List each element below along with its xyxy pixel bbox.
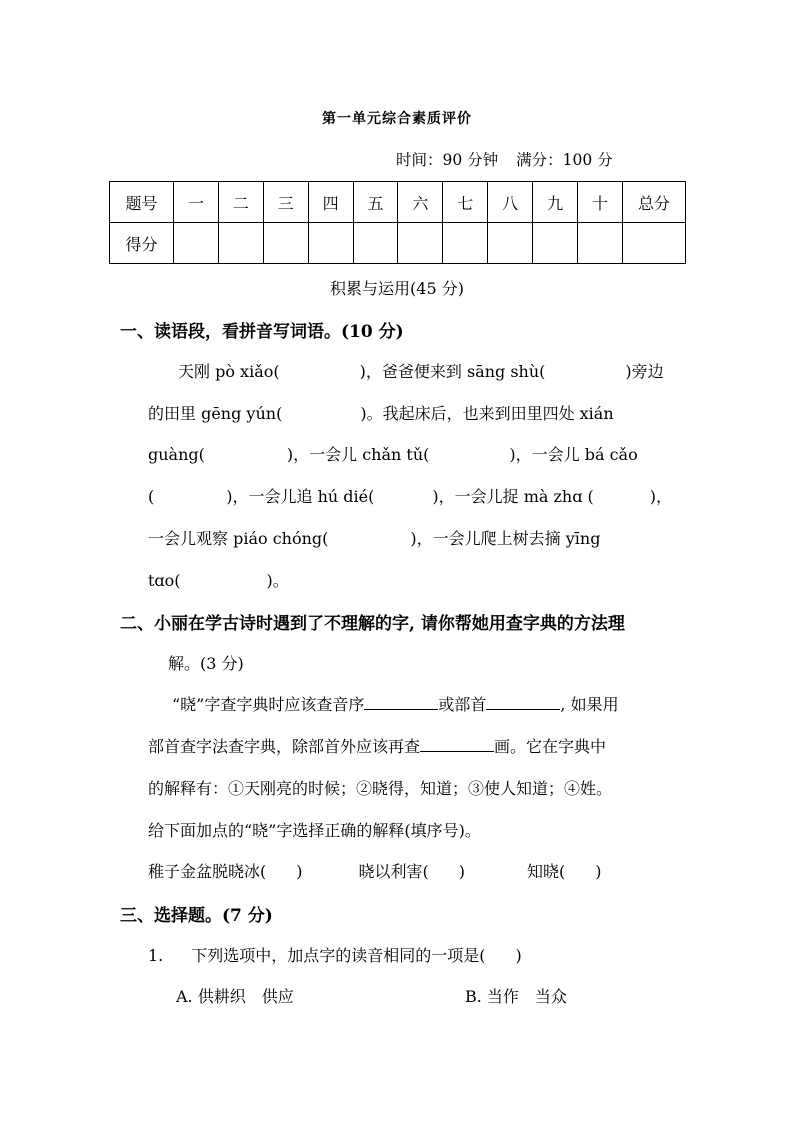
score-table-cell: 四 [308, 182, 353, 223]
score-input-cell[interactable] [218, 223, 263, 264]
q3-option-b[interactable]: B. 当作 当众 [465, 987, 567, 1006]
score-input-cell[interactable] [398, 223, 443, 264]
score-table [109, 181, 686, 264]
score-table-cell: 三 [263, 182, 308, 223]
score-input-cell[interactable] [623, 223, 686, 264]
q2-items: 稚子金盆脱晓冰( ) 晓以利害( ) 知晓( ) [148, 862, 602, 881]
q1-heading: 一、读语段，看拼音写词语。(10 分) [120, 322, 404, 342]
score-table-header-row [110, 182, 686, 223]
score-input-cell[interactable] [353, 223, 398, 264]
q3-item-1: 1. 下列选项中，加点字的读音相同的一项是( ) [148, 946, 522, 965]
score-table-cell: 六 [398, 182, 443, 223]
score-row-label: 得分 [110, 223, 174, 264]
score-table-score-row [110, 223, 686, 264]
score-table-cell: 总分 [623, 182, 686, 223]
score-table-cell: 九 [533, 182, 578, 223]
score-input-cell[interactable] [263, 223, 308, 264]
score-input-cell[interactable] [533, 223, 578, 264]
full-score: 满分：100 分 [516, 151, 613, 169]
score-input-cell[interactable] [443, 223, 488, 264]
q2-heading: 二、小丽在学古诗时遇到了不理解的字, 请你帮她用查字典的方法理 [120, 614, 625, 634]
q1-line-2: 的田里 gēng yún( )。我起床后，也来到田里四处 xián [148, 404, 614, 423]
q3-option-a[interactable]: A. 供耕织 供应 [176, 987, 294, 1006]
time-limit: 时间：90 分钟 [396, 151, 499, 169]
q2-line-2: 部首查字法查字典，除部首外应该再查 画。它在字典中 [148, 734, 606, 757]
score-input-cell[interactable] [174, 223, 219, 264]
score-table-cell: 二 [218, 182, 263, 223]
page-title: 第一单元综合素质评价 [322, 111, 472, 127]
score-input-cell[interactable] [488, 223, 533, 264]
q3-item-number: 1. [148, 946, 164, 965]
q3-heading: 三、选择题。(7 分) [120, 906, 273, 926]
score-table-cell: 七 [443, 182, 488, 223]
q1-line-4: ( )，一会儿追 hú dié( )，一会儿捉 mà zhɑ ( )， [148, 487, 673, 506]
score-table-cell: 一 [174, 182, 219, 223]
answer-blank[interactable] [364, 692, 438, 710]
q2-line-1: “晓”字查字典时应该查音序 或部首 , 如果用 [172, 692, 619, 715]
exam-info [396, 148, 613, 170]
part-title: 积累与运用(45 分) [330, 279, 464, 298]
q2-line-3: 的解释有：①天刚亮的时候；②晓得，知道；③使人知道；④姓。 [148, 779, 613, 798]
q1-line-3: guàng( )，一会儿 chǎn tǔ( )，一会儿 bá cǎo [148, 445, 638, 464]
answer-blank[interactable] [420, 734, 494, 752]
score-input-cell[interactable] [578, 223, 623, 264]
score-table-cell: 八 [488, 182, 533, 223]
q2-line-4: 给下面加点的“晓”字选择正确的解释(填序号)。 [148, 821, 481, 840]
answer-blank[interactable] [486, 692, 560, 710]
score-input-cell[interactable] [308, 223, 353, 264]
q2-heading-cont: 解。(3 分) [168, 654, 244, 673]
q1-line-5: 一会儿观察 piáo chóng( )，一会儿爬上树去摘 yīng [148, 529, 601, 548]
score-table-cell: 十 [578, 182, 623, 223]
q1-line-6: tɑo( )。 [148, 571, 289, 590]
q3-item-text: 下列选项中，加点字的读音相同的一项是( [191, 946, 486, 965]
q1-line-1: 天刚 pò xiǎo( )，爸爸便来到 sāng shù( )旁边 [178, 362, 664, 381]
score-table-cell: 五 [353, 182, 398, 223]
score-table-cell: 题号 [110, 182, 174, 223]
